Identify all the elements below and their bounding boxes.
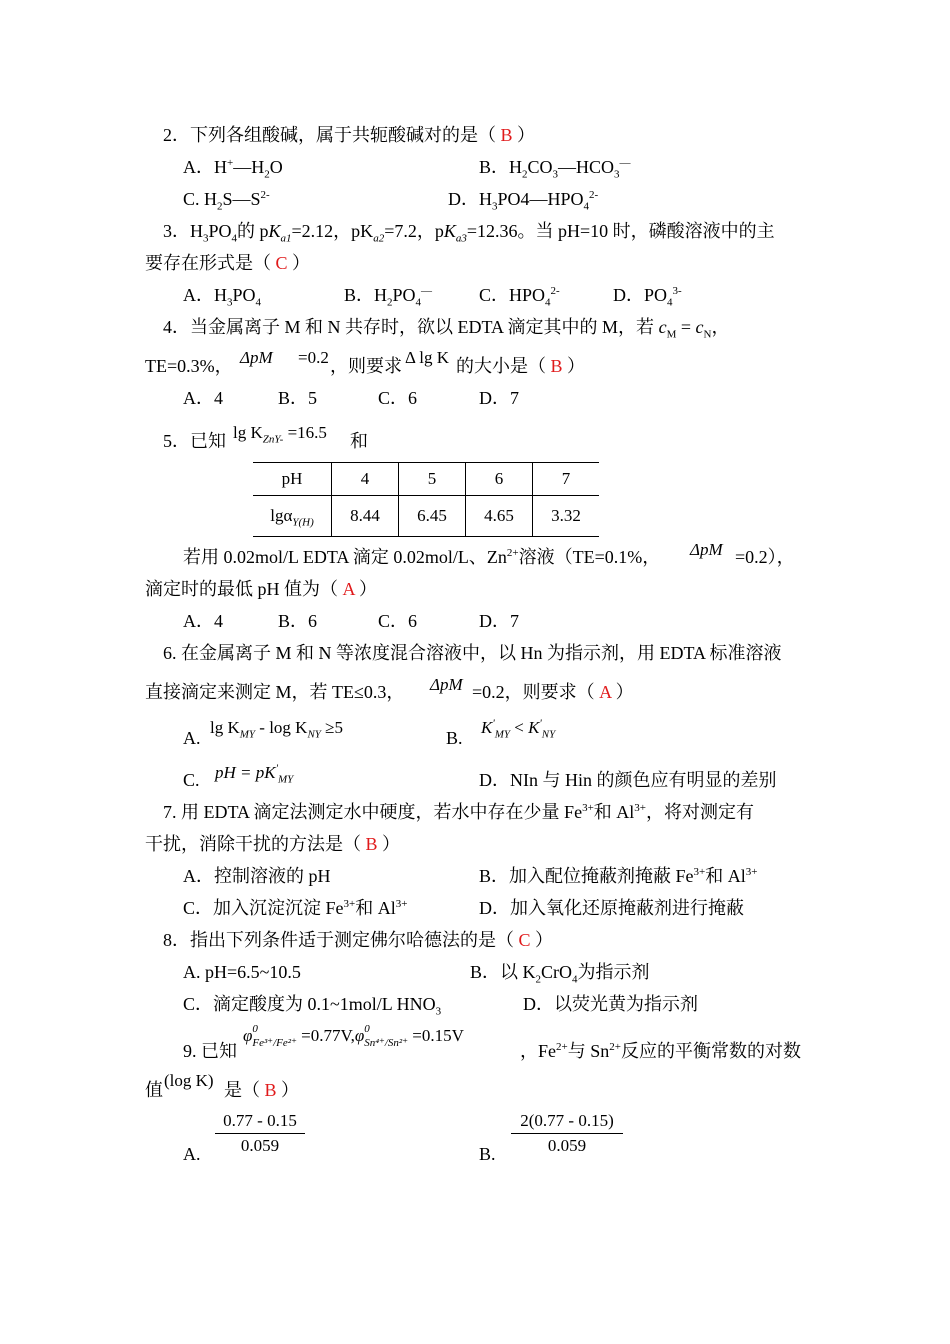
q8-option-d: D．以荧光黄为指示剂 [523,994,698,1014]
q9-stem-end: ，$Fe^{2+}$与 $Sn^{2+}$反应的平衡常数的对数 [520,1041,801,1061]
question-5-stem: 5．已知 [163,431,226,451]
q4-option-d: D．7 [479,388,519,408]
table-row-label: lgα$_{Y(H)}$ [253,496,332,537]
table-cell: 8.44 [332,496,399,537]
question-2-stem: 2．下列各组酸碱，属于共轭酸碱对的是（ B ） [163,125,536,145]
q3-option-c: C．$HPO_4^{2-}$ [479,285,560,309]
q5-delta-value: =0.2）， [735,547,795,567]
q5-condition-line: 若用 0.02mol/L EDTA 滴定 0.02mol/L、$Zn^{2+}$溶液（TE=0.1%， [183,547,661,567]
q9-option-b-label: B. [479,1144,496,1164]
q4-option-b: B．5 [278,388,318,408]
table-cell: 6.45 [399,496,466,537]
question-3-stem: 3．$H_3PO_4$的 $pK_{a1}=2.12$，$pK_{a2}=7.2$，$pK_{a3}=12.36$。当 pH=10 时，磷酸溶液中的主 [163,221,775,245]
q9-potentials: φ 0 Fe³⁺/Fe²⁺ =0.77V,φ 0 Sn⁴⁺/Sn²⁺ =0.15V [243,1023,464,1049]
answer-8: C [518,930,531,950]
q6-option-a-expr: $\lg K_{MY} - \log K_{NY} \ge 5$ [210,718,344,741]
table-header-cell: 5 [399,463,466,496]
table-header-cell: 6 [466,463,533,496]
question-6-stem-line2: 直接滴定来测定 M，若 TE≤0.3， [145,682,405,702]
answer-7: B [365,834,378,854]
q6-option-b-label: B. [446,728,463,748]
q4-requirement: ，则要求 [330,356,402,376]
q8-option-b: B．以 $K_2CrO_4$为指示剂 [470,962,650,986]
q8-option-c: C．滴定酸度为 0.1~1mol/L $HNO_3$ [183,994,442,1018]
q4-option-c: C．6 [378,388,418,408]
q4-option-a: A．4 [183,388,223,408]
q8-option-a: A. pH=6.5~10.5 [183,962,301,982]
q4-stem-end: 的大小是（ B ） [456,356,586,376]
q6-option-a-label: A. [183,728,201,748]
q3-option-a: A．$H_3PO_4$ [183,285,262,309]
table-header-cell: 7 [533,463,600,496]
q6-delta-pm: ΔpM [430,675,463,694]
q7-option-d: D．加入氧化还原掩蔽剂进行掩蔽 [479,898,744,918]
q5-delta-pm: ΔpM [690,540,723,559]
question-8-stem: 8．指出下列条件适于测定佛尔哈德法的是（ C ） [163,930,554,950]
question-9-stem-line2: 值 [145,1080,163,1100]
fraction-denominator: 0.059 [240,1136,280,1155]
answer-2: B [500,125,513,145]
q9-option-b-fraction [511,1110,623,1158]
table-cell: 4.65 [466,496,533,537]
q7-option-a: A．控制溶液的 pH [183,866,331,886]
question-7-stem: 7. 用 EDTA 滴定法测定水中硬度，若水中存在少量 $Fe^{3+}$和 $Al^{3+}$，将对测定有 [163,802,754,822]
table-row [253,496,599,537]
answer-6: A [599,682,612,702]
q6-option-d: D．NIn 与 Hin 的颜色应有明显的差别 [479,770,777,790]
q6-option-c-expr: pH = $pK'_{MY}$ [215,762,294,786]
q6-option-c-label: C. [183,770,200,790]
q5-stem-end: 和 [350,431,368,451]
q4-delta-pm-value: =0.2 [298,348,329,367]
table-header-cell: pH [253,463,332,496]
q2-option-c: C. $H_2S—S^{2-}$ [183,189,270,213]
q5-alpha-table [253,462,599,537]
answer-9: B [264,1080,277,1100]
answer-3: C [275,253,288,273]
fraction-numerator: 0.77 - 0.15 [215,1110,305,1134]
table-header-cell: 4 [332,463,399,496]
table-cell: 3.32 [533,496,600,537]
fraction-numerator: 2(0.77 - 0.15) [511,1110,623,1134]
q6-stem-end: =0.2，则要求（ A ） [472,682,634,702]
q4-delta-pm: ΔpM [240,348,273,367]
q6-option-b-expr: $K'_{MY} < K'_{NY}$ [481,717,556,741]
q9-logk: (log K) [164,1071,214,1090]
q5-lgk-znY: $\lg K_{ZnY-} =16.5$ [233,423,327,446]
question-9-stem: 9. 已知 [183,1041,237,1061]
q5-option-b: B．6 [278,611,318,631]
q5-option-c: C．6 [378,611,418,631]
table-header-row [253,463,599,496]
question-5-stem-line3: 滴定时的最低 pH 值为（ A ） [145,579,378,599]
q5-option-d: D．7 [479,611,519,631]
answer-4: B [550,356,563,376]
question-4-stem-line2: TE=0.3%， [145,356,233,376]
fraction-denominator: 0.059 [547,1136,587,1155]
q7-option-c: C．加入沉淀沉淀 $Fe^{3+}$和 $Al^{3+}$ [183,898,408,918]
q2-option-a: A．$H^+—H_2O$ [183,157,283,181]
q3-option-b: B．$H_2PO_4^—$ [344,285,433,309]
q9-option-a-label: A. [183,1144,201,1164]
q5-option-a: A．4 [183,611,223,631]
q3-option-d: D．$PO_4^{3-}$ [613,285,682,309]
question-3-stem-line2: 要存在形式是（ C ） [145,253,311,273]
question-7-stem-line2: 干扰，消除干扰的方法是（ B ） [145,834,401,854]
q2-option-b: B．$H_2CO_3—HCO_3^—$ [479,157,631,181]
q4-delta-lgk: Δ lg K [405,348,449,367]
question-6-stem: 6. 在金属离子 M 和 N 等浓度混合溶液中，以 Hn 为指示剂，用 EDTA 标准溶液 [163,643,782,663]
q9-stem-line2-end: 是（ B ） [224,1080,300,1100]
q7-option-b: B．加入配位掩蔽剂掩蔽 $Fe^{3+}$和 $Al^{3+}$ [479,866,758,886]
answer-5: A [342,579,355,599]
q9-option-a-fraction [215,1110,305,1158]
q2-option-d: D．$H_3PO4—HPO_4^{2-}$ [448,189,599,213]
question-4-stem: 4．当金属离子 M 和 N 共存时，欲以 EDTA 滴定其中的 M，若 $c_M = c_N$， [163,317,730,341]
